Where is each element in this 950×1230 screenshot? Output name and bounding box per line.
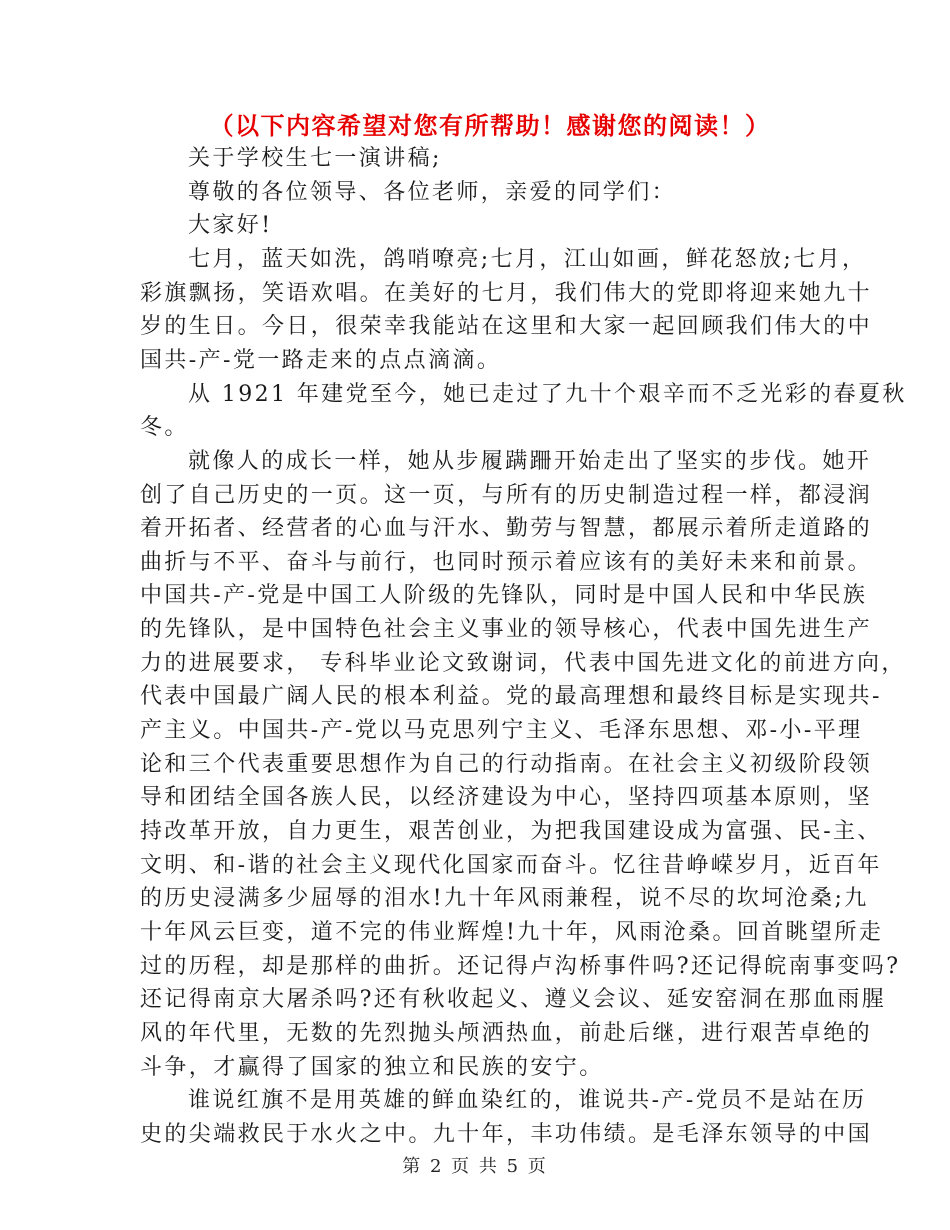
text-line: 的历史浸满多少屈辱的泪水!九十年风雨兼程，说不尽的坎坷沧桑;九 xyxy=(140,886,869,912)
page-indicator: 第 2 页 共 5 页 xyxy=(402,1156,548,1177)
document-header-notice: （以下内容希望对您有所帮助！感谢您的阅读！） xyxy=(209,111,771,140)
text-line: 创了自己历史的一页。这一页，与所有的历史制造过程一样，都浸润 xyxy=(140,482,873,508)
text-line: 尊敬的各位领导、各位老师，亲爱的同学们： xyxy=(188,179,677,205)
text-line: 持改革开放，自力更生，艰苦创业，为把我国建设成为富强、民-主、 xyxy=(140,819,882,844)
text-line: 力的进展要求， 专科毕业论文致谢词，代表中国先进文化的前进方向， xyxy=(140,650,906,676)
text-line: 彩旗飘扬，笑语欢唱。在美好的七月，我们伟大的党即将迎来她九十 xyxy=(140,280,873,306)
text-line: 产主义。中国共-产-党以马克思列宁主义、毛泽东思想、邓-小-平理 xyxy=(140,718,863,744)
text-line: 论和三个代表重要思想作为自己的行动指南。在社会主义初级阶段领 xyxy=(140,751,873,777)
text-line: 十年风云巨变，道不完的伟业辉煌!九十年，风雨沧桑。回首眺望所走 xyxy=(140,919,884,945)
text-line: 曲折与不平、奋斗与前行，也同时预示着应该有的美好未来和前景。 xyxy=(140,549,873,575)
text-line: 谁说红旗不是用英雄的鲜血染红的，谁说共-产-党员不是站在历 xyxy=(188,1088,867,1114)
text-line: 大家好! xyxy=(188,213,273,239)
text-line: 史的尖端救民于水火之中。九十年，丰功伟绩。是毛泽东领导的中国 xyxy=(140,1121,873,1147)
text-line: 中国共-产-党是中国工人阶级的先锋队，同时是中国人民和中华民族 xyxy=(140,583,868,609)
text-line: 代表中国最广阔人民的根本利益。党的最高理想和最终目标是实现共- xyxy=(140,684,882,710)
text-line: 斗争，才赢得了国家的独立和民族的安宁。 xyxy=(140,1054,604,1080)
text-line: 风的年代里，无数的先烈抛头颅洒热血，前赴后继，进行艰苦卓绝的 xyxy=(140,1020,873,1046)
text-line: 导和团结全国各族人民，以经济建设为中心，坚持四项基本原则，坚 xyxy=(140,785,873,811)
text-line: 国共-产-党一路走来的点点滴滴。 xyxy=(140,347,502,373)
text-line: 着开拓者、经营者的心血与汗水、勤劳与智慧，都展示着所走道路的 xyxy=(140,516,873,542)
text-line: 过的历程，却是那样的曲折。还记得卢沟桥事件吗?还记得皖南事变吗? xyxy=(140,953,901,979)
text-line: 岁的生日。今日，很荣幸我能站在这里和大家一起回顾我们伟大的中 xyxy=(140,314,873,340)
text-line: 冬。 xyxy=(140,415,189,441)
text-line: 关于学校生七一演讲稿; xyxy=(188,146,442,171)
text-line: 七月，蓝天如洗，鸽哨嘹亮;七月，江山如画，鲜花怒放;七月， xyxy=(188,246,867,272)
text-line: 就像人的成长一样，她从步履蹒跚开始走出了坚实的步伐。她开 xyxy=(188,448,872,474)
text-line: 的先锋队，是中国特色社会主义事业的领导核心，代表中国先进生产 xyxy=(140,617,873,643)
text-line: 还记得南京大屠杀吗?还有秋收起义、遵义会议、延安窑洞在那血雨腥 xyxy=(140,987,887,1013)
text-line: 文明、和-谐的社会主义现代化国家而奋斗。忆往昔峥嵘岁月，近百年 xyxy=(140,852,882,878)
text-line: 从 1921 年建党至今，她已走过了九十个艰辛而不乏光彩的春夏秋 xyxy=(188,381,907,407)
